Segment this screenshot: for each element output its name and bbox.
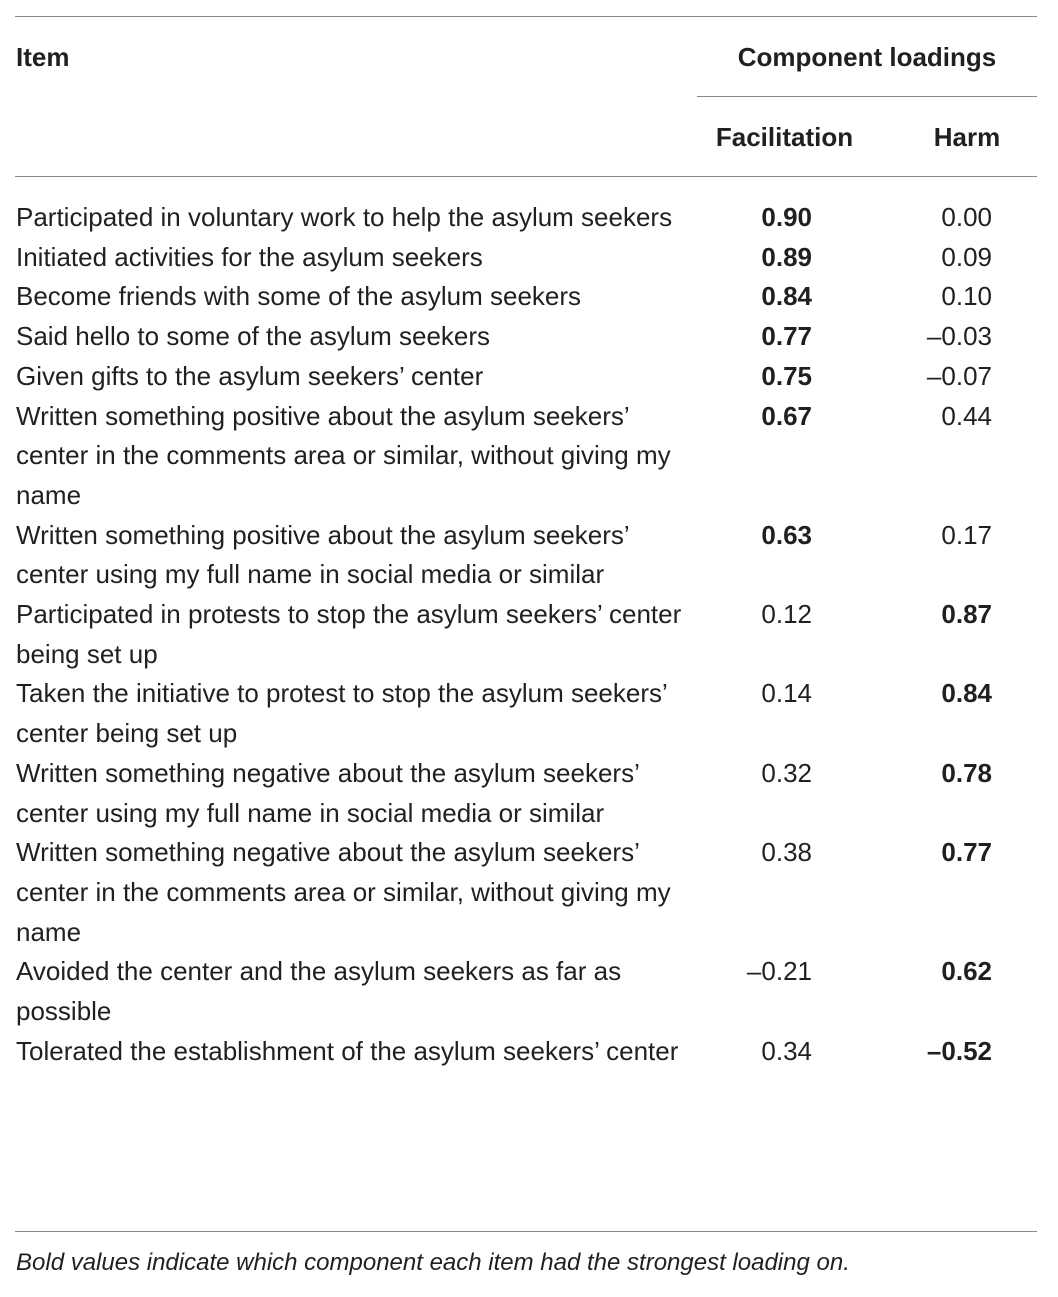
harm-loading: –0.52 — [926, 1035, 992, 1066]
table-row — [15, 1032, 1037, 1072]
harm-loading: –0.07 — [926, 360, 992, 391]
facilitation-loading: 0.32 — [761, 757, 812, 788]
row-item-label: Initiated activities for the asylum seekers — [16, 241, 483, 272]
facilitation-loading: 0.63 — [761, 519, 812, 550]
facilitation-loading: 0.38 — [761, 837, 812, 868]
table-row — [15, 317, 1037, 357]
column-header-item: Item — [16, 42, 70, 72]
header-bottom-rule — [15, 176, 1037, 177]
row-item-label: Written something positive about the asylum seekers’ center in the comments area or similar, without giving my name — [16, 400, 671, 510]
table-row — [15, 595, 1037, 674]
harm-loading: 0.00 — [941, 202, 992, 232]
harm-loading: 0.09 — [941, 241, 992, 272]
table-bottom-rule — [15, 1231, 1037, 1232]
harm-loading: 0.10 — [941, 281, 992, 312]
harm-loading: 0.62 — [941, 956, 992, 987]
harm-loading: 0.44 — [941, 400, 992, 431]
row-item-label: Written something positive about the asylum seekers’ center using my full name in social media or similar — [16, 519, 629, 590]
column-group-header-component-loadings: Component loadings — [737, 42, 997, 72]
group-header-rule — [697, 96, 1037, 97]
harm-loading: 0.17 — [941, 519, 992, 550]
table-row — [15, 238, 1037, 278]
table-footnote: Bold values indicate which component each item had the strongest loading on. — [16, 1249, 850, 1276]
table-row — [15, 198, 1037, 238]
table-row — [15, 516, 1037, 595]
harm-loading: 0.77 — [941, 837, 992, 868]
facilitation-loading: 0.67 — [761, 400, 812, 431]
table-row — [15, 277, 1037, 317]
table-row — [15, 397, 1037, 516]
facilitation-loading: 0.89 — [761, 241, 812, 272]
facilitation-loading: 0.14 — [761, 678, 812, 709]
row-item-label: Become friends with some of the asylum seekers — [16, 281, 582, 312]
facilitation-loading: 0.77 — [761, 321, 812, 352]
harm-loading: –0.03 — [926, 321, 992, 352]
table-row — [15, 952, 1037, 1031]
row-item-label: Avoided the center and the asylum seekers as far as possible — [16, 956, 622, 1027]
table-row — [15, 833, 1037, 952]
column-header-harm: Harm — [933, 122, 1001, 152]
table-top-rule — [15, 16, 1037, 17]
table-row — [15, 674, 1037, 753]
column-header-facilitation: Facilitation — [715, 122, 854, 152]
table-row — [15, 754, 1037, 833]
table-row — [15, 357, 1037, 397]
row-item-label: Said hello to some of the asylum seekers — [16, 321, 491, 352]
facilitation-loading: 0.90 — [761, 202, 812, 232]
row-item-label: Participated in voluntary work to help the asylum seekers — [16, 202, 673, 232]
facilitation-loading: 0.84 — [761, 281, 812, 312]
facilitation-loading: 0.34 — [761, 1035, 812, 1066]
row-item-label: Tolerated the establishment of the asylum seekers’ center — [16, 1035, 679, 1066]
row-item-label: Written something negative about the asylum seekers’ center in the comments area or similar, without giving my name — [16, 837, 671, 947]
harm-loading: 0.87 — [941, 599, 992, 630]
harm-loading: 0.84 — [941, 678, 992, 709]
facilitation-loading: 0.12 — [761, 599, 812, 630]
row-item-label: Given gifts to the asylum seekers’ center — [16, 360, 484, 391]
row-item-label: Taken the initiative to protest to stop the asylum seekers’ center being set up — [16, 678, 667, 749]
row-item-label: Written something negative about the asylum seekers’ center using my full name in social media or similar — [16, 757, 639, 828]
row-item-label: Participated in protests to stop the asylum seekers’ center being set up — [16, 599, 682, 669]
facilitation-loading: 0.75 — [761, 360, 812, 391]
table-body — [15, 198, 1037, 1071]
harm-loading: 0.78 — [941, 757, 992, 788]
facilitation-loading: –0.21 — [746, 956, 812, 987]
